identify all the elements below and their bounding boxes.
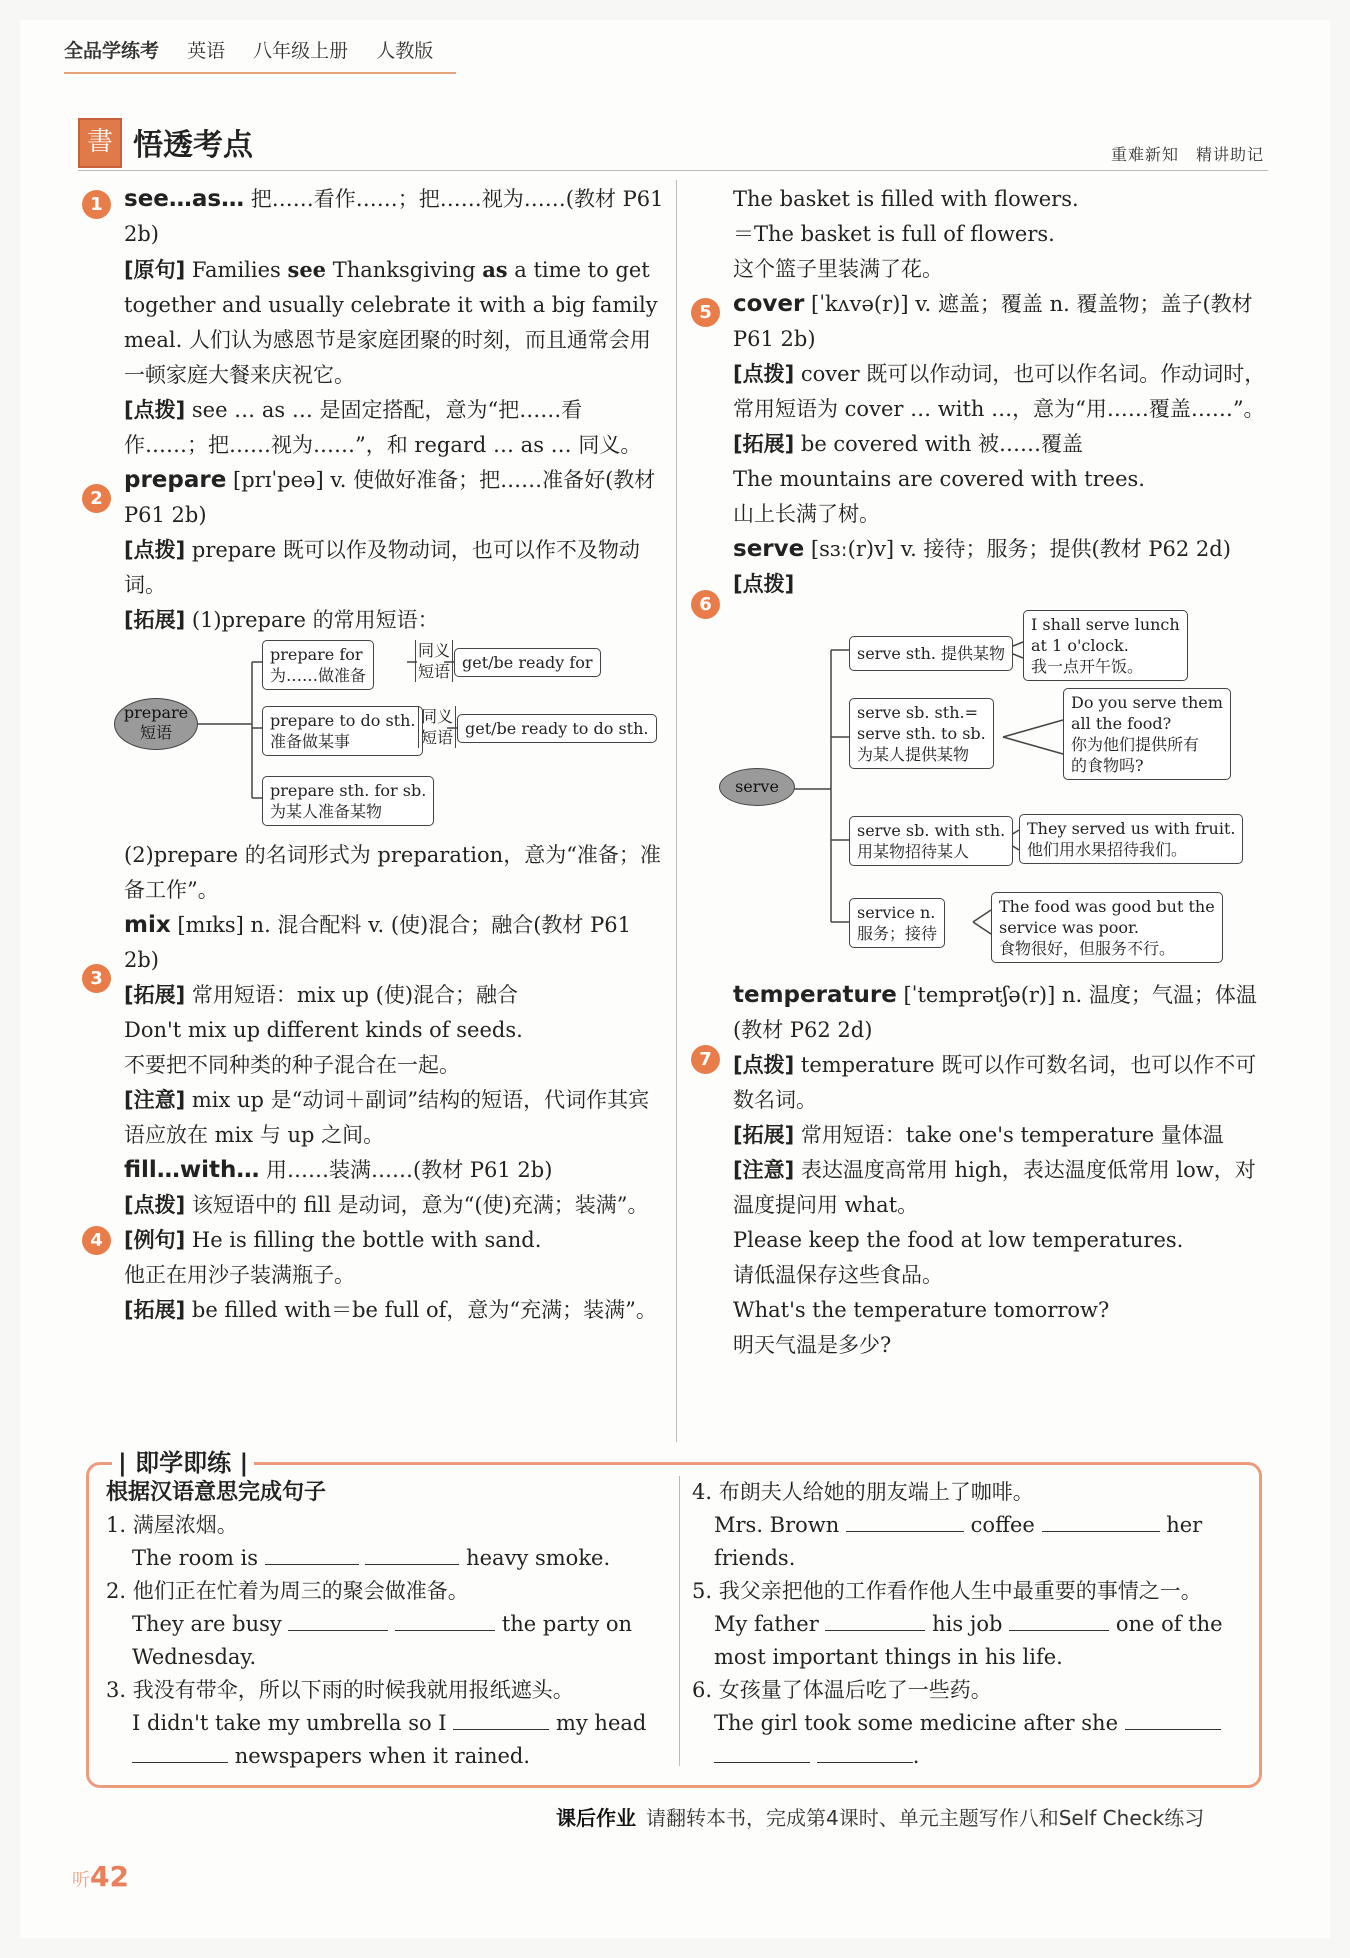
homework-text: 请翻转本书，完成第4课时、单元主题写作八和Self Check练习	[646, 1806, 1205, 1830]
practice-left	[106, 1476, 666, 1773]
item-6-heading: serve [sɜː(r)v] v. 接待；服务；提供(教材 P62 2d)	[733, 536, 1231, 562]
practice-title: | 即学即练 |	[112, 1443, 254, 1478]
q2-sentence-cont: Wednesday.	[132, 1645, 257, 1669]
q5-chinese: 5. 我父亲把他的工作看作他人生中最重要的事情之一。	[692, 1579, 1202, 1603]
header-edition: 人教版	[376, 40, 434, 62]
item-1-original: [原句] Families see Thanksgiving as a time to get together and usually celebrate it with a big family meal. 人们认为感恩节是家庭团聚的时刻，而且通常会用一顿家庭大餐来庆祝它。	[124, 257, 658, 387]
q2-blank-1[interactable]	[288, 1608, 388, 1631]
item-4-sample-1: The basket is filled with flowers.	[733, 187, 1079, 211]
q3-chinese: 3. 我没有带伞，所以下雨的时候我就用报纸遮头。	[106, 1678, 574, 1702]
q3-blank-1[interactable]	[453, 1707, 549, 1730]
q6-chinese: 6. 女孩量了体温后吃了一些药。	[692, 1678, 992, 1702]
q4-blank-1[interactable]	[846, 1509, 964, 1532]
item-2-heading: prepare [prɪˈpeə] v. 使做好准备；把……准备好(教材 P61 2b)	[124, 467, 656, 527]
service-node: service n. 服务；接待	[849, 898, 945, 948]
get-ready-for-node: get/be ready for	[454, 648, 601, 677]
item-4-extension: [拓展] be filled with＝be full of，意为“充满；装满”。	[124, 1298, 657, 1322]
section-tagline: 重难新知 精讲助记	[1110, 145, 1264, 164]
header-grade: 八年级上册	[253, 40, 349, 62]
serve-mind-map	[733, 602, 1273, 978]
item-7-example-2-cn: 明天气温是多少?	[733, 1333, 892, 1357]
homework-label: 课后作业	[556, 1806, 636, 1830]
item-7-heading: temperature [ˈtemprətʃə(r)] n. 温度；气温；体温(教材 P62 2d)	[733, 982, 1257, 1042]
item-number-badge: 1	[82, 190, 111, 219]
q2-sentence: They are busy the party on	[106, 1608, 666, 1641]
item-number-badge: 7	[691, 1045, 720, 1074]
running-header	[64, 36, 455, 63]
header-subject: 英语	[187, 40, 226, 62]
item-5-extension: [拓展] be covered with 被……覆盖	[733, 432, 1084, 456]
item-1-heading: see…as… 把……看作……；把……视为……(教材 P61 2b)	[124, 186, 664, 246]
prepare-to-do-node: prepare to do sth. 准备做某事	[262, 706, 423, 756]
synonym-label: 同义 短语	[415, 640, 453, 682]
serve-with-node: serve sb. with sth. 用某物招待某人	[849, 816, 1013, 866]
item-number-badge: 4	[82, 1226, 111, 1255]
prepare-center-node: prepare 短语	[114, 698, 198, 750]
q4-sentence: Mrs. Brown coffee her	[692, 1509, 1252, 1542]
q5-blank-1[interactable]	[825, 1608, 925, 1631]
page-number: 听42	[72, 1860, 129, 1893]
item-number-badge: 2	[82, 484, 111, 513]
service-example: The food was good but the service was poor. 食物很好，但服务不行。	[991, 892, 1223, 963]
item-5-heading: cover [ˈkʌvə(r)] v. 遮盖；覆盖 n. 覆盖物；盖子(教材 P61 2b)	[733, 291, 1253, 351]
item-5-example-cn: 山上长满了树。	[733, 502, 880, 526]
header-underline	[64, 72, 456, 74]
item-7-example-1: Please keep the food at low temperatures.	[733, 1228, 1184, 1252]
q5-sentence: My father his job one of the	[692, 1608, 1252, 1641]
item-number-badge: 5	[691, 298, 720, 327]
q2-chinese: 2. 他们正在忙着为周三的聚会做准备。	[106, 1579, 469, 1603]
item-number-badge: 6	[691, 590, 720, 619]
practice-right	[692, 1476, 1252, 1773]
item-3-heading: mix [mɪks] n. 混合配料 v. (使)混合；融合(教材 P61 2b)	[124, 912, 631, 972]
homework-footer	[556, 1802, 1204, 1831]
q6-sentence-cont: .	[692, 1740, 1252, 1773]
q4-sentence-cont: friends.	[714, 1546, 796, 1570]
q2-blank-2[interactable]	[395, 1608, 495, 1631]
item-2-extension: [拓展] (1)prepare 的常用短语：	[124, 608, 439, 632]
q6-sentence: The girl took some medicine after she	[692, 1707, 1252, 1740]
q5-blank-2[interactable]	[1009, 1608, 1109, 1631]
q3-blank-2[interactable]	[132, 1740, 228, 1763]
item-4-sample-2: ＝The basket is full of flowers.	[733, 222, 1055, 246]
serve-center-node: serve	[719, 768, 795, 806]
serve-sth-node: serve sth. 提供某物	[849, 636, 1013, 671]
item-4-example-cn: 他正在用沙子装满瓶子。	[124, 1263, 355, 1287]
item-4-sample-cn: 这个篮子里装满了花。	[733, 257, 943, 281]
item-7-tip: [点拨] temperature 既可以作可数名词，也可以作不可数名词。	[733, 1053, 1257, 1112]
header-book: 全品学练考	[64, 40, 160, 62]
item-3-example: Don't mix up different kinds of seeds.	[124, 1018, 523, 1042]
q3-sentence: I didn't take my umbrella so I my head	[106, 1707, 666, 1740]
q4-chinese: 4. 布朗夫人给她的朋友端上了咖啡。	[692, 1480, 1034, 1504]
prepare-for-node: prepare for 为……做准备	[262, 640, 374, 690]
q1-chinese: 1. 满屋浓烟。	[106, 1513, 238, 1537]
q6-blank-1[interactable]	[1125, 1707, 1221, 1730]
item-2-tip: [点拨] prepare 既可以作及物动词，也可以作不及物动词。	[124, 538, 640, 597]
section-book-icon: 書	[78, 118, 122, 168]
get-ready-to-do-node: get/be ready to do sth.	[457, 714, 657, 743]
q5-sentence-cont: most important things in his life.	[714, 1645, 1063, 1669]
item-7-note: [注意] 表达温度高常用 high，表达温度低常用 low，对温度提问用 what。	[733, 1158, 1256, 1217]
item-7-example-1-cn: 请低温保存这些食品。	[733, 1263, 943, 1287]
section-divider	[78, 170, 1268, 171]
item-5-tip: [点拨] cover 既可以作动词，也可以作名词。作动词时，常用短语为 cover … with …，意为“用……覆盖……”。	[733, 362, 1266, 421]
q1-sentence: The room is heavy smoke.	[106, 1542, 666, 1575]
serve-sth-example: I shall serve lunch at 1 o'clock. 我一点开午饭。	[1023, 610, 1188, 681]
section-title: 悟透考点	[133, 128, 253, 163]
serve-sb-sth-example: Do you serve them all the food? 你为他们提供所有 的食物吗?	[1063, 688, 1231, 780]
column-divider	[676, 180, 677, 1442]
item-4-tip: [点拨] 该短语中的 fill 是动词，意为“(使)充满；装满”。	[124, 1193, 649, 1217]
item-2-extension-2: (2)prepare 的名词形式为 preparation，意为“准备；准备工作”。	[124, 843, 661, 902]
right-column	[733, 182, 1273, 1363]
item-4-example: [例句] He is filling the bottle with sand.	[124, 1228, 542, 1252]
practice-instructions: 根据汉语意思完成句子	[106, 1480, 327, 1505]
q1-blank-1[interactable]	[265, 1542, 359, 1565]
serve-with-example: They served us with fruit. 他们用水果招待我们。	[1019, 814, 1243, 864]
item-4-heading: fill…with… 用……装满……(教材 P61 2b)	[124, 1157, 553, 1183]
item-6-tip-label: [点拨]	[733, 572, 795, 596]
q6-blank-3[interactable]	[817, 1740, 913, 1763]
synonym-label: 同义 短语	[418, 706, 456, 748]
serve-sb-sth-node: serve sb. sth.= serve sth. to sb. 为某人提供某物	[849, 698, 994, 769]
item-5-example: The mountains are covered with trees.	[733, 467, 1145, 491]
prepare-mind-map	[124, 638, 664, 838]
item-3-example-cn: 不要把不同种类的种子混合在一起。	[124, 1053, 460, 1077]
left-column	[124, 182, 664, 1328]
item-3-extension: [拓展] 常用短语：mix up (使)混合；融合	[124, 983, 519, 1007]
q3-sentence-cont: newspapers when it rained.	[106, 1740, 666, 1773]
item-3-note: [注意] mix up 是“动词＋副词”结构的短语，代词作其宾语应放在 mix 与 up 之间。	[124, 1088, 650, 1147]
q1-blank-2[interactable]	[365, 1542, 459, 1565]
q6-blank-2[interactable]	[714, 1740, 810, 1763]
item-7-extension: [拓展] 常用短语：take one's temperature 量体温	[733, 1123, 1224, 1147]
q4-blank-2[interactable]	[1042, 1509, 1160, 1532]
item-7-example-2: What's the temperature tomorrow?	[733, 1298, 1110, 1322]
practice-divider	[679, 1476, 680, 1766]
item-1-tip: [点拨] see … as … 是固定搭配，意为“把……看作……；把……视为……”，和 regard … as … 同义。	[124, 398, 642, 457]
prepare-sth-for-node: prepare sth. for sb. 为某人准备某物	[262, 776, 434, 826]
item-number-badge: 3	[82, 964, 111, 993]
